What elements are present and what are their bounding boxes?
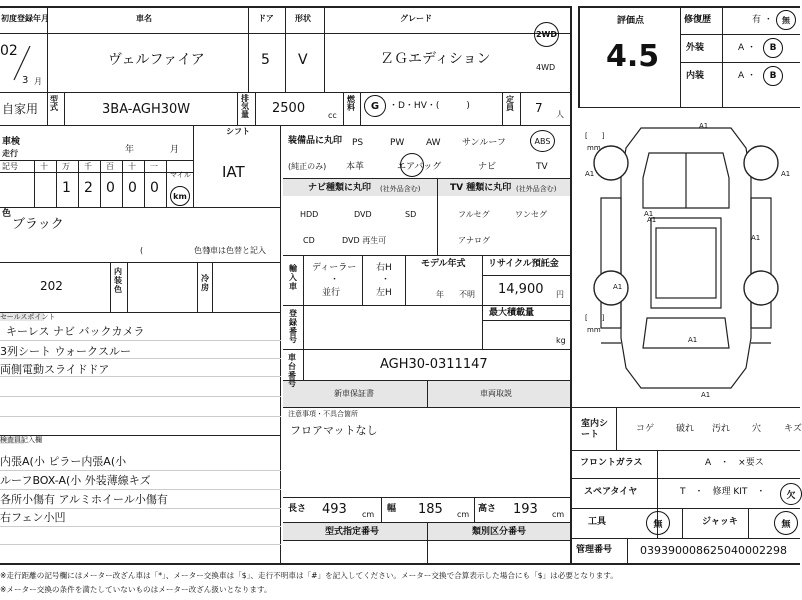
exterior-value-circle: B [763, 38, 783, 58]
ac-label: 冷房 [201, 274, 209, 292]
color-change-note: 色替車は色替と記入 [194, 246, 266, 255]
shaken-year: 年 [125, 145, 135, 155]
tv-type-sub: (社外品含む) [516, 185, 557, 193]
control-number: 039390008625040002298 [640, 544, 787, 557]
digit-2: 1 [62, 180, 71, 196]
jack-label: ジャッキ [702, 517, 738, 527]
interior-label: 内装 [686, 71, 705, 81]
shape-value: V [298, 52, 308, 68]
unit-ten-thousand-ten: 十 [40, 162, 48, 171]
model-code: 3BA-AGH30W [102, 102, 191, 117]
import-right-hand: 右H [376, 263, 392, 273]
interior-seat-label: 室内シート [581, 419, 609, 440]
color-value: ブラック [12, 217, 64, 232]
digit-5: 0 [128, 180, 137, 196]
mark-a1-rear: A1 [701, 391, 711, 399]
selling-point-line-1: キーレス ナビ バックカメラ [6, 325, 145, 338]
import-dot-2: ・ [381, 275, 391, 285]
interior-color-label: 内装色 [114, 267, 122, 294]
max-load-unit: kg [556, 336, 566, 345]
seat-burn: コゲ [636, 424, 655, 434]
caution-label: 注意事項・不具合箇所 [288, 410, 358, 418]
repair-label: 修復歴 [684, 15, 712, 25]
wheel-rear-right [744, 271, 778, 305]
footer-note-2: ※メーター交換の条件を満たしていないものはメーター改ざん扱いとなります。 [0, 585, 272, 594]
mark-a1-fr: A1 [781, 170, 791, 178]
mark-a1-fl: A1 [585, 170, 595, 178]
equip-ps: PS [352, 138, 364, 148]
shaken-month: 月 [170, 145, 180, 155]
rear-window-outline [643, 318, 729, 348]
seat-dirt: 汚れ [712, 424, 731, 434]
spare-tire-options: T ・ 修理 KIT ・ [680, 487, 766, 497]
mm-bottom-left: mm [587, 326, 601, 334]
seat-scratch: キズ [784, 424, 802, 434]
score-value: 4.5 [606, 39, 660, 74]
import-label: 輸入車 [289, 264, 297, 291]
import-dealer: ディーラー [312, 263, 357, 273]
color-code: 202 [40, 279, 63, 293]
interior-value-circle: B [763, 66, 783, 86]
interior-a: A ・ [738, 71, 757, 81]
equip-pw: PW [390, 138, 405, 148]
tv-oneseg: ワンセグ [515, 210, 547, 219]
manual-label: 車両取説 [480, 389, 512, 398]
model-year-unknown: 不明 [459, 290, 475, 299]
model-year-label: モデル年式 [421, 259, 466, 269]
import-left-hand: 左H [376, 288, 392, 298]
displacement-label: 排気量 [241, 94, 249, 119]
model-label: 型式 [50, 95, 58, 112]
repair-value-circle: 無 [776, 10, 796, 30]
selling-points-label: セールスポイント [0, 313, 56, 321]
mark-a1-right-door: A1 [751, 234, 761, 242]
mark-a1-hood: A1 [644, 210, 654, 218]
exterior-label: 外装 [686, 43, 705, 53]
length-label: 長さ [288, 504, 307, 514]
bracket-top-left: [ ] [585, 132, 605, 140]
navi-dvd: DVD [354, 210, 372, 219]
seat-hole: 穴 [752, 424, 762, 434]
km-unit-circle: km [170, 186, 190, 206]
unit-one: 一 [150, 162, 158, 171]
damage-diagram [571, 108, 800, 407]
tools-label: 工具 [588, 517, 607, 527]
model-year-unit: 年 [436, 290, 444, 299]
equipment-label: 装備品に丸印 [288, 136, 343, 146]
right-side-outline [751, 198, 771, 328]
tv-analog: アナログ [458, 236, 490, 245]
shift-value: IAT [222, 163, 245, 181]
type-no-label: 型式指定番号 [325, 527, 380, 537]
capacity-value: 7 [535, 101, 543, 115]
sunroof-outline [656, 228, 716, 298]
reg-year: 02 [0, 43, 18, 59]
seat-tear: 破れ [676, 424, 695, 434]
length-unit: cm [362, 510, 375, 519]
airbag-circle [400, 153, 424, 177]
import-parallel: 並行 [322, 288, 341, 298]
tv-fullseg: フルセグ [458, 210, 490, 219]
grade-value: ＺＧエディション [380, 51, 491, 67]
footer-note-1: ※走行距離の記号欄にはメーター改ざん車は「*」、メーター交換車は「$」、走行不明車は「#」を記入してください。メーター交換で合算表示した場合にも「$」は必要となります。 [0, 571, 618, 580]
color-label: 色 [2, 209, 12, 219]
length-value: 493 [322, 502, 347, 517]
equipment-sub: (純正のみ) [288, 162, 327, 171]
capacity-unit: 人 [556, 110, 564, 119]
digit-6: 0 [150, 180, 159, 196]
shaken-label: 車検 [2, 137, 21, 147]
height-unit: cm [552, 510, 565, 519]
warranty-label: 新車保証書 [334, 389, 374, 398]
navi-hdd: HDD [300, 210, 319, 219]
navi-sd: SD [405, 210, 417, 219]
cc-unit: cc [328, 111, 337, 120]
mark-a1-left-door: A1 [647, 216, 657, 224]
jack-value-circle: 無 [774, 511, 798, 535]
reg-year-label: 初度登録年月 [1, 14, 49, 23]
tv-type-label: TV 種類に丸印 [450, 183, 512, 193]
unit-hundred: 百 [106, 162, 114, 171]
recycle-value: 14,900 [498, 282, 544, 297]
door-count: 5 [261, 52, 270, 68]
mark-a1-front: A1 [699, 122, 709, 130]
width-unit: cm [457, 510, 470, 519]
mark-a1-rear-window: A1 [688, 336, 698, 344]
repair-options: 有 ・ [752, 15, 773, 25]
height-value: 193 [513, 502, 538, 517]
drive-4wd: 4WD [536, 63, 556, 72]
note-line-1: 内張A(小 ピラー内張A(小 [0, 455, 127, 468]
spare-tire-label: スペアタイヤ [584, 487, 638, 497]
notes-label: 検査員記入欄 [0, 436, 42, 444]
color-paren: ( ) [140, 246, 211, 255]
grade-label: グレード [400, 14, 432, 23]
import-dot: ・ [330, 275, 340, 285]
windshield-value: A ・ ×要ス [705, 458, 764, 468]
bracket-bottom-left: [ ] [585, 314, 605, 322]
unit-thousand: 千 [84, 162, 92, 171]
fuel-gasoline-circle: G [364, 95, 386, 117]
door-label: ドア [258, 14, 274, 23]
windshield-label: フロントガラス [580, 458, 643, 468]
left-side-outline [601, 198, 621, 328]
mile-unit: マイル [170, 171, 191, 179]
recycle-label: リサイクル預託金 [488, 259, 559, 269]
tools-value-circle: 無 [646, 511, 670, 535]
recycle-unit: 円 [556, 290, 564, 299]
mm-top-left: mm [587, 144, 601, 152]
note-line-3: 各所小傷有 アルミホイール小傷有 [0, 493, 168, 506]
fuel-options: ・D・HV・( ) [389, 101, 470, 111]
width-value: 185 [418, 502, 443, 517]
car-name: ヴェルファイア [108, 52, 205, 68]
selling-point-line-3: 両側電動スライドドア [0, 363, 110, 376]
equip-airbag: エアバッグ [397, 162, 442, 172]
equip-leather: 本革 [346, 162, 365, 172]
navi-type-label: ナビ種類に丸印 [308, 183, 372, 193]
capacity-label: 定員 [506, 95, 514, 112]
wheel-front-right [744, 146, 778, 180]
equip-abs-circle: ABS [530, 130, 555, 152]
registration-label: 登録番号 [289, 309, 297, 345]
digit-4: 0 [106, 180, 115, 196]
record-label: 記号 [2, 162, 18, 171]
mark-a1-rl: A1 [613, 283, 623, 291]
unit-ten: 十 [128, 162, 136, 171]
caution-text: フロアマットなし [290, 424, 378, 437]
score-label: 評価点 [617, 16, 645, 26]
equip-navi: ナビ [478, 162, 497, 172]
width-label: 幅 [387, 504, 397, 514]
navi-dvd-play: DVD 再生可 [342, 236, 387, 245]
equip-aw: AW [426, 138, 441, 148]
reg-month: 3 [22, 75, 29, 86]
car-name-label: 車名 [136, 14, 152, 23]
note-line-4: 右フェン小凹 [0, 511, 66, 524]
unit-ten-thousand: 万 [62, 162, 70, 171]
mileage-label: 走行 [2, 149, 18, 158]
spare-tire-value-circle: 欠 [780, 483, 802, 505]
exterior-a: A ・ [738, 43, 757, 53]
shift-label: シフト [226, 127, 250, 136]
chassis-label: 車台番号 [288, 353, 296, 389]
drive-2wd-circle: 2WD [534, 22, 559, 47]
equip-tv: TV [536, 162, 548, 172]
fuel-label: 燃料 [347, 95, 355, 112]
class-no-label: 類別区分番号 [472, 527, 527, 537]
chassis-number: AGH30-0311147 [380, 357, 488, 372]
note-line-2: ルーフBOX-A(小 外装薄線キズ [0, 474, 151, 487]
max-load-label: 最大積載量 [489, 308, 535, 318]
equip-sunroof: サンルーフ [462, 138, 506, 148]
use-type: 自家用 [2, 102, 39, 116]
navi-cd: CD [303, 236, 315, 245]
displacement-value: 2500 [272, 101, 306, 116]
roof-outline [651, 218, 721, 308]
shape-label: 形状 [295, 14, 311, 23]
control-number-label: 管理番号 [576, 545, 613, 555]
selling-point-line-2: 3列シート ウォークスルー [0, 345, 131, 358]
wheel-rear-left [594, 271, 628, 305]
height-label: 高さ [478, 504, 497, 514]
digit-3: 2 [84, 180, 93, 196]
navi-type-sub: (社外品含む) [380, 185, 421, 193]
reg-month-unit: 月 [34, 77, 42, 86]
